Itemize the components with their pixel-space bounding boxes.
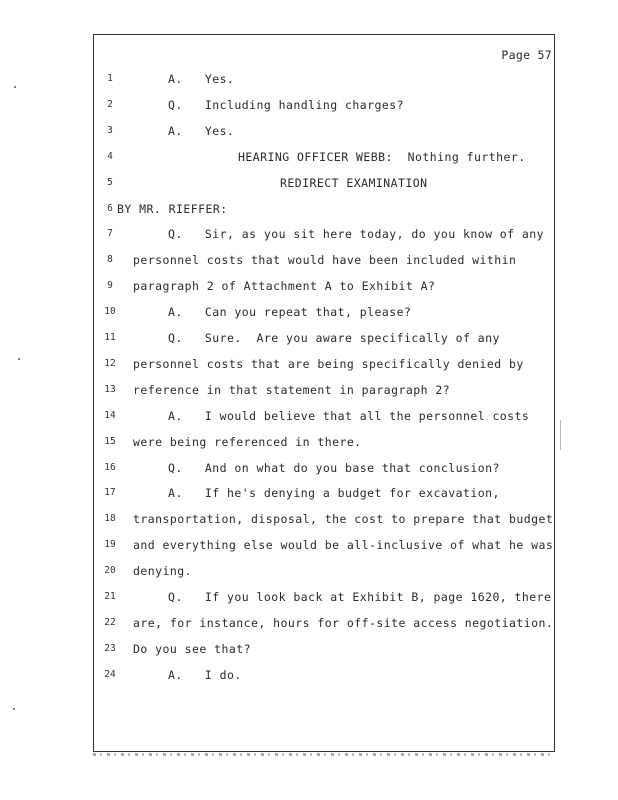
line-number: 3 [107,124,113,136]
line-number: 6 [107,202,113,214]
line-number: 2 [107,98,113,110]
transcript-line: A. Yes. [168,72,235,86]
line-number: 18 [104,513,116,525]
line-number: 22 [104,616,116,628]
line-number: 5 [107,176,113,188]
transcript-line: transportation, disposal, the cost to prepare that budget [133,512,554,527]
transcript-line: were being referenced in there. [133,434,362,449]
transcript-line: A. Can you repeat that, please? [168,305,412,320]
transcript-line: reference in that statement in paragraph 2? [133,382,451,397]
line-number: 12 [104,357,116,369]
transcript-line: Q. And on what do you base that conclusion? [168,460,500,475]
line-number: 19 [104,539,116,551]
transcript-line: BY MR. RIEFFER: [117,201,228,216]
transcript-line: A. I do. [168,667,242,682]
line-number: 9 [107,280,113,292]
scan-speck [13,708,15,710]
scan-bottom-noise [93,753,555,756]
transcript-line: A. Yes. [168,123,235,138]
line-number: 11 [104,332,116,343]
transcript-line: and everything else would be all-inclusive of what he was [133,538,554,553]
transcript-line: personnel costs that are being specifically denied by [133,356,524,371]
line-number: 13 [104,383,116,395]
line-number: 14 [104,409,116,421]
line-number: 15 [104,435,116,447]
line-number: 17 [104,487,116,499]
line-number: 10 [104,306,116,318]
line-number: 1 [107,73,113,84]
line-number: 4 [107,150,113,162]
page-number: Page 57 [501,48,552,62]
transcript-line: Q. Including handling charges? [168,97,404,112]
transcript-line: personnel costs that would have been included within [133,253,517,268]
transcript-line: Do you see that? [133,641,251,656]
transcript-line: Q. Sure. Are you aware specifically of any [168,331,500,345]
scan-speck [18,358,20,360]
scan-speck [14,86,16,88]
scan-edge-mark [560,420,561,450]
transcript-line: Q. Sir, as you sit here today, do you know of any [168,227,545,242]
line-number: 16 [104,461,116,473]
transcript-line: REDIRECT EXAMINATION [280,175,428,190]
line-number: 8 [107,254,113,266]
transcript-line: denying. [133,564,192,579]
line-number: 7 [107,228,113,240]
line-number: 24 [104,668,116,680]
transcript-line: HEARING OFFICER WEBB: Nothing further. [238,149,526,164]
transcript-line: are, for instance, hours for off-site access negotiation. [133,615,554,630]
transcript-line: paragraph 2 of Attachment A to Exhibit A? [133,279,436,294]
transcript-line: A. I would believe that all the personnel costs [168,408,530,423]
line-number: 23 [104,642,116,654]
transcript-line: A. If he's denying a budget for excavation, [168,486,500,501]
line-number: 20 [104,565,116,577]
line-number: 21 [104,591,116,602]
transcript-line: Q. If you look back at Exhibit B, page 1620, there [168,590,552,604]
